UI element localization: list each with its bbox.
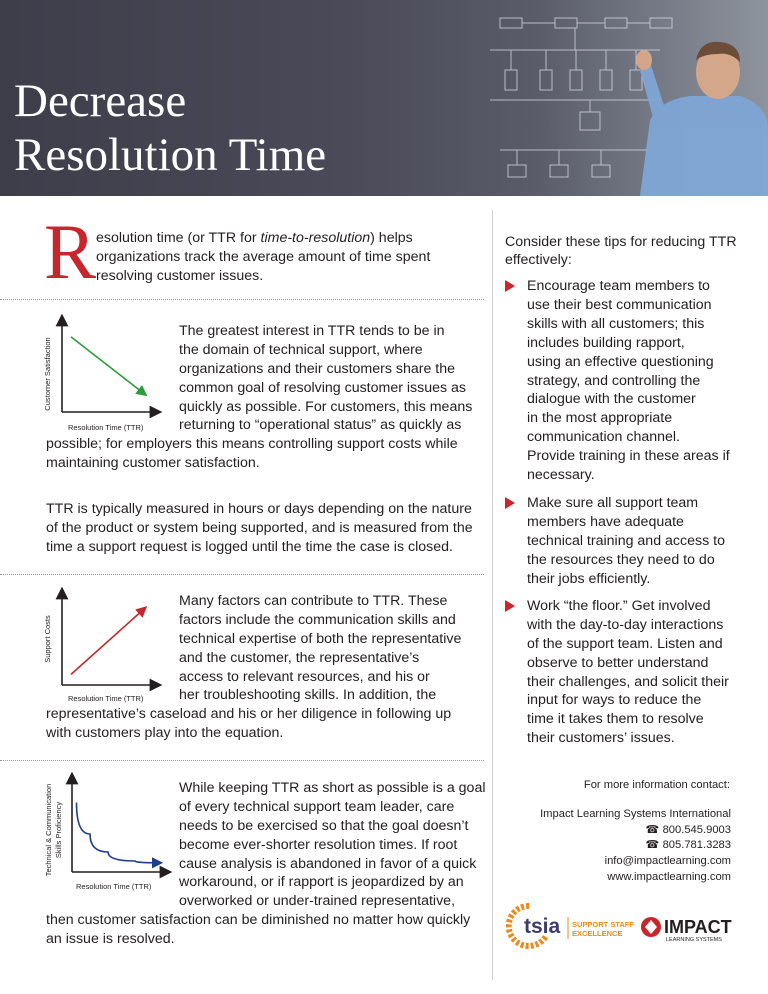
text-line: workaround, or if rapport is jeopardized by an — [179, 874, 464, 890]
bullet-arrow-icon — [505, 600, 515, 612]
title-line-2: Resolution Time — [14, 129, 327, 181]
text-line: representative’s caseload and his or her diligence in following up — [46, 706, 452, 722]
tsia-logo — [506, 903, 636, 949]
svg-text:EXCELLENCE: EXCELLENCE — [572, 929, 623, 938]
chart-customer-satisfaction — [40, 314, 170, 434]
text-line: become ever-shorter resolution times. If root — [179, 837, 458, 853]
text-line: Consider these tips for reducing TTR — [505, 234, 737, 250]
text-line: her troubleshooting skills. In addition, the — [179, 687, 437, 703]
bullet-arrow-icon — [505, 497, 515, 509]
bullet-arrow-icon — [505, 280, 515, 292]
text-line: overworked or under-trained representative, — [179, 893, 456, 909]
text-line: needs to be exercised so that the goal doesn’t — [179, 818, 469, 834]
svg-text:tsia: tsia — [524, 915, 561, 938]
svg-text:LEARNING SYSTEMS: LEARNING SYSTEMS — [666, 937, 722, 943]
contact-heading: For more information contact: — [583, 779, 730, 791]
contact-website[interactable]: www.impactlearning.com — [607, 871, 731, 883]
text-line: TTR is typically measured in hours or days depending on the nature — [46, 501, 472, 517]
trend-line-increasing — [71, 610, 143, 675]
text-line: common goal of resolving customer issues as — [179, 380, 467, 396]
text-line: possible; for employers this means controlling support costs while — [46, 436, 458, 452]
header-banner — [0, 0, 768, 196]
text-line: While keeping TTR as short as possible is a goal — [179, 780, 486, 796]
section-divider — [0, 760, 484, 761]
chart-support-costs — [40, 587, 170, 707]
text-line: The greatest interest in TTR tends to be in — [179, 323, 445, 339]
text-line: organizations and their customers share the — [179, 361, 456, 377]
section-divider — [0, 299, 484, 300]
text-line: technical expertise of both the representative — [179, 631, 462, 647]
section-divider — [0, 574, 484, 575]
svg-text:IMPACT: IMPACT — [664, 917, 732, 937]
text-line: access to relevant resources, and his or — [179, 669, 430, 685]
presenter-photo — [636, 42, 768, 196]
impact-logo — [640, 913, 736, 943]
y-axis-label-2: Skills Proficiency — [54, 801, 63, 859]
text-line: time a support request is logged until the time the case is closed. — [46, 539, 453, 555]
text-line: of the product or system being supported, and is measured from the — [46, 520, 473, 536]
chart-skills-proficiency — [40, 772, 180, 897]
page-title — [14, 74, 326, 182]
text-line: with customers play into the equation. — [46, 725, 284, 741]
x-axis-label: Resolution Time (TTR) — [68, 423, 144, 432]
text-line: Many factors can contribute to TTR. These — [179, 593, 448, 609]
text-line: cause analysis is abandoned in favor of a quick — [179, 856, 477, 872]
svg-text:SUPPORT STAFF: SUPPORT STAFF — [572, 920, 634, 929]
title-line-1: Decrease — [14, 75, 187, 127]
text-line: maintaining customer satisfaction. — [46, 455, 260, 471]
text-line: then customer satisfaction can be diminished no matter how quickly — [46, 912, 471, 928]
trend-line-decreasing — [71, 337, 143, 393]
column-divider — [492, 210, 493, 980]
text-line: quickly as possible. For customers, this means — [179, 399, 473, 415]
phone-icon: ☎ — [645, 839, 663, 851]
text-line: and the customer, the representative’s — [179, 650, 420, 666]
x-axis-label: Resolution Time (TTR) — [76, 882, 152, 891]
drop-cap: R — [44, 208, 97, 295]
text-line: of every technical support team leader, care — [179, 799, 455, 815]
text-line: an issue is resolved. — [46, 931, 175, 947]
contact-email[interactable]: info@impactlearning.com — [604, 855, 731, 867]
contact-phone-1: ☎ 800.545.9003 — [645, 824, 731, 836]
x-axis-label: Resolution Time (TTR) — [68, 694, 144, 703]
phone-icon: ☎ — [645, 824, 663, 836]
y-axis-label: Customer Satisfaction — [43, 337, 52, 411]
contact-phone-2: ☎ 805.781.3283 — [645, 839, 731, 851]
contact-company: Impact Learning Systems International — [540, 808, 731, 820]
trend-curve-decreasing — [77, 803, 158, 863]
text-line: effectively: — [505, 252, 572, 268]
text-line: returning to “operational status” as quickly as — [179, 417, 462, 433]
intro-paragraph: esolution time (or TTR for time-to-resolution) helps organizations track the average amount of time spent resolving customer issues. — [96, 230, 431, 284]
y-axis-label-1: Technical & Communication — [44, 783, 53, 877]
y-axis-label: Support Costs — [43, 615, 52, 663]
text-line: the domain of technical support, where — [179, 342, 423, 358]
text-line: factors include the communication skills and — [179, 612, 456, 628]
